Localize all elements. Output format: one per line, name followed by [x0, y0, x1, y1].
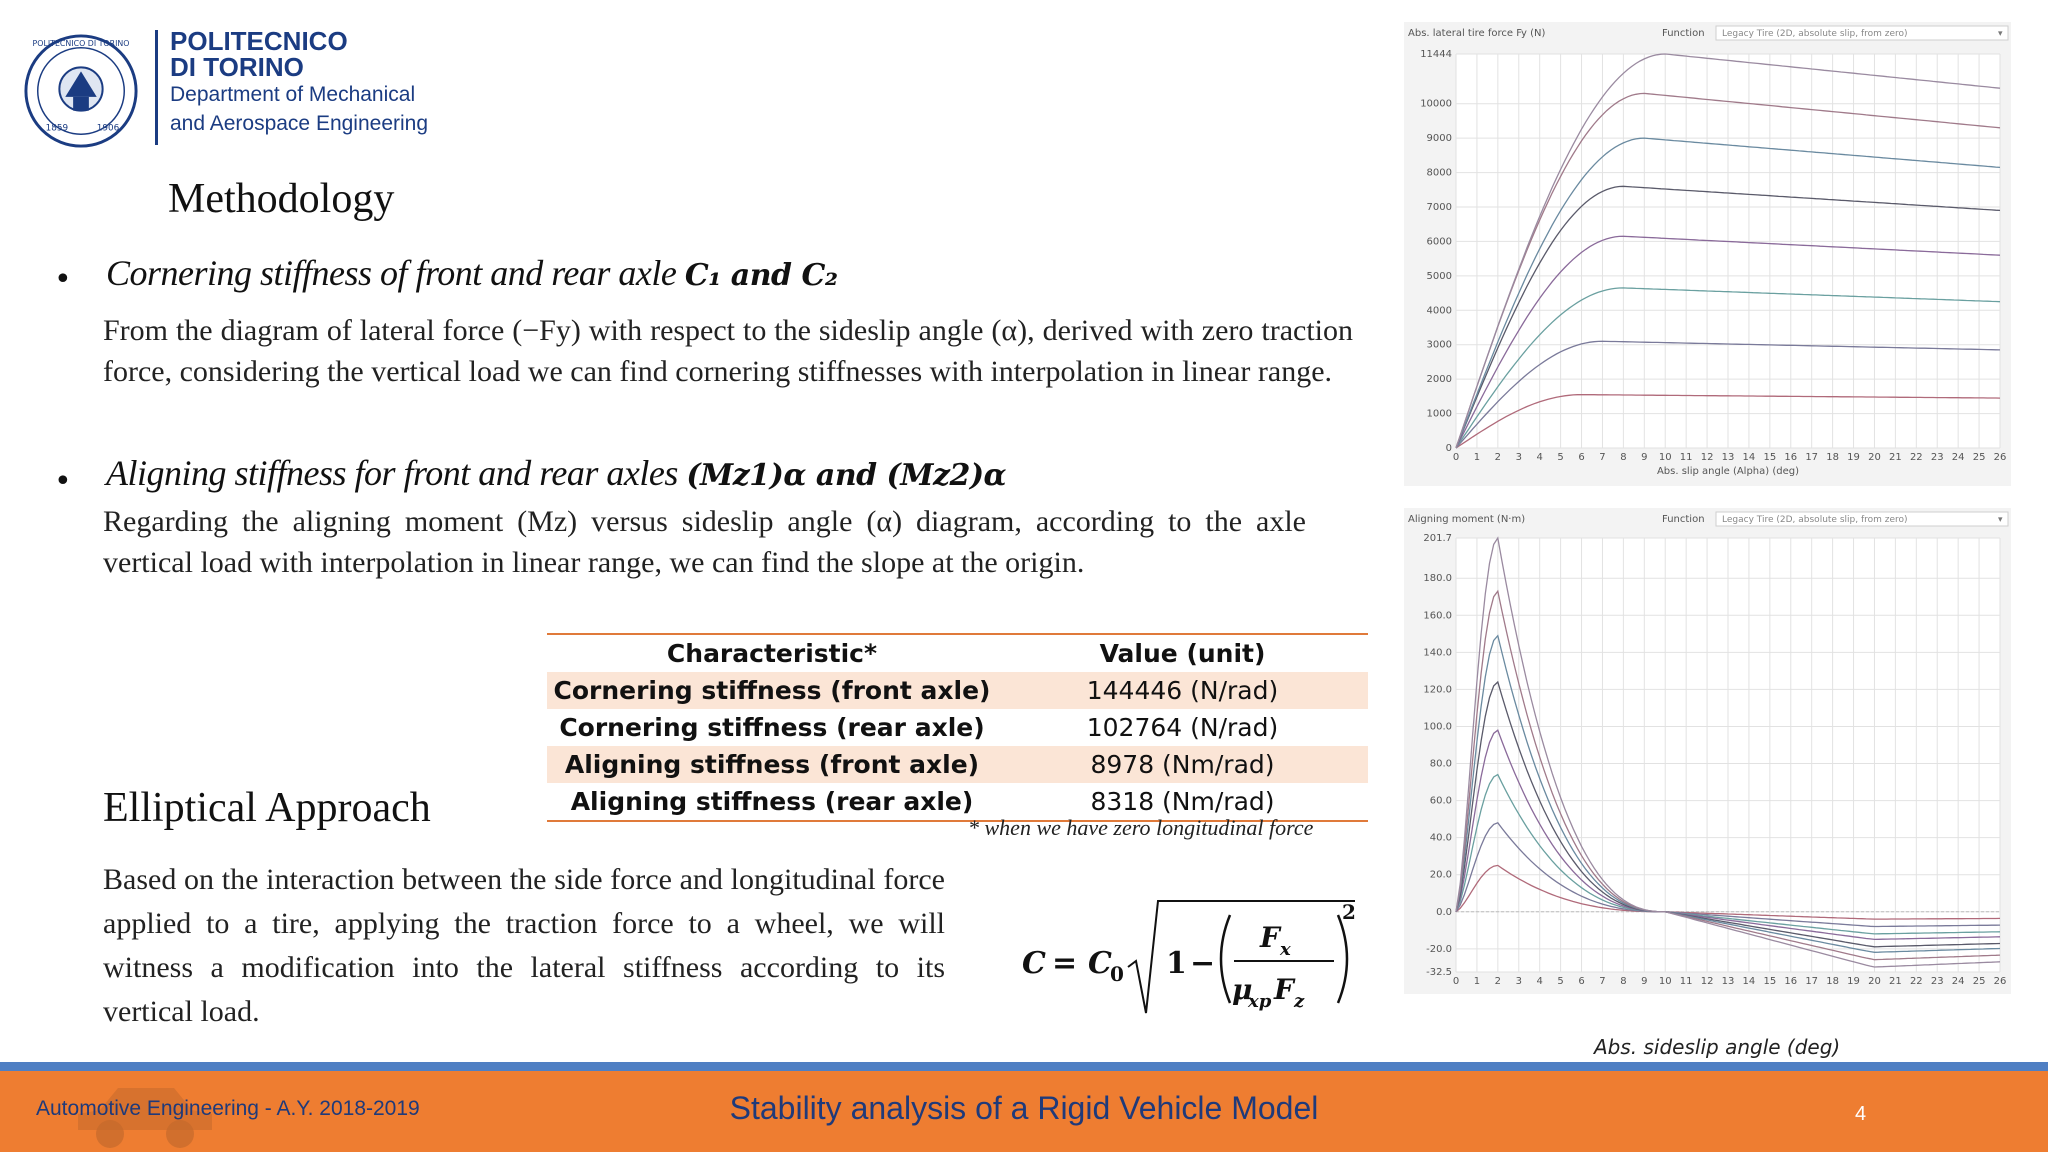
- table-header-value: Value (unit): [997, 634, 1368, 672]
- x-tick-label: 16: [1784, 976, 1798, 987]
- chart-function-value: Legacy Tire (2D, absolute slip, from zero): [1722, 29, 1908, 39]
- x-tick-label: 19: [1847, 976, 1860, 987]
- x-tick-label: 10: [1658, 976, 1672, 987]
- x-tick-label: 18: [1826, 452, 1839, 463]
- x-tick-label: 25: [1972, 976, 1986, 987]
- x-tick-label: 12: [1700, 452, 1714, 463]
- chart-function-label: Function: [1662, 514, 1705, 525]
- table-cell-characteristic: Aligning stiffness (front axle): [547, 746, 997, 783]
- aligning-moment-chart: [1404, 508, 2011, 994]
- chart-title: Abs. lateral tire force Fy (N): [1408, 28, 1546, 39]
- x-tick-label: 17: [1805, 452, 1819, 463]
- y-tick-label: 20.0: [1429, 869, 1452, 881]
- footer-presentation-title: Stability analysis of a Rigid Vehicle Model: [729, 1090, 1319, 1126]
- y-tick-label: 140.0: [1423, 647, 1452, 659]
- x-tick-label: 6: [1578, 452, 1585, 463]
- y-tick-label: 6000: [1426, 236, 1452, 248]
- x-tick-label: 5: [1557, 976, 1564, 987]
- university-name-line1: POLITECNICO: [170, 26, 348, 56]
- x-tick-label: 25: [1972, 452, 1986, 463]
- y-tick-label: 40.0: [1429, 832, 1452, 844]
- y-tick-label: 9000: [1426, 133, 1452, 145]
- svg-text:xp: xp: [1248, 991, 1272, 1012]
- y-tick-label: 160.0: [1423, 610, 1452, 622]
- y-tick-label: 8000: [1426, 167, 1452, 179]
- y-tick-label: 10000: [1420, 98, 1452, 110]
- x-tick-label: 23: [1930, 452, 1944, 463]
- table-cell-characteristic: Aligning stiffness (rear axle): [547, 783, 997, 821]
- section2-heading-text: Aligning stiffness for front and rear axles: [106, 453, 678, 493]
- chevron-down-icon: ▾: [1998, 515, 2003, 525]
- svg-text:1906: 1906: [96, 123, 120, 134]
- x-tick-label: 8: [1620, 976, 1627, 987]
- chevron-down-icon: ▾: [1998, 29, 2003, 39]
- y-tick-label: 80.0: [1429, 758, 1452, 770]
- table-header-characteristic: Characteristic*: [547, 634, 997, 672]
- section1-heading-text: Cornering stiffness of front and rear axle: [106, 253, 677, 293]
- x-tick-label: 12: [1700, 976, 1714, 987]
- section2-heading-math: (Mz1)α and (Mz2)α: [686, 458, 1007, 493]
- bullet-dot-2: •: [54, 464, 72, 499]
- x-tick-label: 0: [1452, 452, 1460, 463]
- y-tick-label: 0.0: [1436, 906, 1452, 918]
- section2-heading: [106, 452, 1006, 494]
- svg-text:=: =: [1052, 946, 1078, 981]
- y-tick-label: -20.0: [1426, 943, 1452, 955]
- table-cell-value: 102764 (N/rad): [1086, 713, 1279, 742]
- svg-text:F: F: [1260, 921, 1280, 954]
- section1-text: From the diagram of lateral force (−Fy) with respect to the sideslip angle (α), derived with zero traction force, considering the vertical load we can find cornering stiffnesses with interpolation in linear range.: [103, 314, 1353, 388]
- svg-text:x: x: [1280, 939, 1291, 960]
- logo-divider: [155, 30, 158, 145]
- lateral-force-chart: [1404, 22, 2011, 486]
- x-tick-label: 11: [1679, 452, 1693, 463]
- elliptical-text: Based on the interaction between the side force and longitudinal force applied to a tire, applying the traction force to a wheel, we will witness a modification into the lateral stiffness according to its vertical load.: [103, 863, 945, 1028]
- x-tick-label: 13: [1721, 976, 1735, 987]
- svg-text:−: −: [1190, 946, 1216, 981]
- bullet-dot-1: •: [54, 262, 72, 297]
- svg-text:1: 1: [1166, 946, 1187, 981]
- x-tick-label: 21: [1889, 976, 1902, 987]
- x-tick-label: 0: [1452, 976, 1460, 987]
- svg-text:C: C: [1088, 946, 1112, 981]
- table-cell-characteristic: Cornering stiffness (rear axle): [559, 713, 985, 742]
- x-tick-label: 11: [1679, 976, 1693, 987]
- department-name-line1: Department of Mechanical: [170, 83, 416, 106]
- elliptical-title: Elliptical Approach: [103, 785, 431, 831]
- x-tick-label: 10: [1658, 452, 1672, 463]
- y-tick-label: 3000: [1426, 339, 1452, 351]
- x-tick-label: 22: [1909, 452, 1923, 463]
- x-tick-label: 3: [1515, 976, 1522, 987]
- x-tick-label: 15: [1763, 976, 1777, 987]
- footer-accent-bar: [0, 1062, 2048, 1071]
- characteristics-table: [547, 633, 1368, 822]
- table-footnote: * when we have zero longitudinal force: [968, 815, 1314, 840]
- y-tick-label: 180.0: [1423, 573, 1452, 585]
- x-axis-label: Abs. slip angle (Alpha) (deg): [1656, 466, 1800, 477]
- y-tick-label: 4000: [1426, 305, 1452, 317]
- table-cell-value: 144446 (N/rad): [997, 672, 1368, 709]
- department-name-line2: and Aerospace Engineering: [170, 112, 429, 135]
- svg-text:POLITECNICO DI TORINO: POLITECNICO DI TORINO: [32, 38, 130, 48]
- x-tick-label: 6: [1578, 976, 1585, 987]
- svg-text:F: F: [1274, 973, 1294, 1006]
- x-tick-label: 4: [1536, 452, 1543, 463]
- x-tick-label: 4: [1536, 976, 1543, 987]
- y-tick-label: 5000: [1426, 270, 1452, 282]
- y-tick-label: 1000: [1426, 408, 1452, 420]
- x-tick-label: 1: [1473, 452, 1481, 463]
- x-tick-label: 9: [1641, 976, 1648, 987]
- page-number: 4: [1855, 1103, 1867, 1125]
- x-tick-label: 14: [1742, 976, 1756, 987]
- y-tick-label: 7000: [1426, 202, 1452, 214]
- x-tick-label: 7: [1599, 976, 1606, 987]
- svg-text:μ: μ: [1232, 973, 1253, 1006]
- x-tick-label: 14: [1742, 452, 1756, 463]
- table-header-row: [547, 634, 1368, 672]
- university-name-line2: DI TORINO: [170, 52, 304, 82]
- x-tick-label: 2: [1494, 452, 1502, 463]
- x-tick-label: 26: [1993, 976, 2007, 987]
- x-tick-label: 8: [1620, 452, 1627, 463]
- slide-title: Methodology: [168, 176, 395, 222]
- chart-title: Aligning moment (N·m): [1408, 514, 1526, 525]
- department-name: [170, 80, 470, 138]
- y-tick-label: 60.0: [1429, 795, 1452, 807]
- x-tick-label: 9: [1641, 452, 1648, 463]
- x-tick-label: 24: [1951, 976, 1965, 987]
- table-row: [547, 746, 1368, 783]
- elliptical-formula: [1020, 895, 1360, 1025]
- svg-text:1859: 1859: [45, 123, 69, 134]
- x-tick-label: 20: [1868, 976, 1881, 987]
- x-tick-label: 16: [1784, 452, 1798, 463]
- svg-text:0: 0: [1110, 962, 1124, 986]
- table-row: [547, 672, 1368, 709]
- x-tick-label: 7: [1599, 452, 1606, 463]
- y-tick-label: 0: [1445, 443, 1452, 454]
- footer-course: Automotive Engineering - A.Y. 2018-2019: [36, 1097, 420, 1120]
- table-cell-value: 8318 (Nm/rad): [997, 783, 1368, 821]
- chart-function-label: Function: [1662, 28, 1705, 39]
- section1-heading: [106, 252, 837, 294]
- section1-heading-math: C₁ and C₂: [684, 258, 838, 293]
- x-tick-label: 24: [1951, 452, 1965, 463]
- svg-text:C: C: [1022, 946, 1046, 981]
- x-tick-label: 1: [1473, 976, 1481, 987]
- x-tick-label: 19: [1847, 452, 1860, 463]
- x-tick-label: 17: [1805, 976, 1819, 987]
- x-tick-label: 18: [1826, 976, 1839, 987]
- x-tick-label: 22: [1909, 976, 1923, 987]
- university-seal-logo: [22, 32, 140, 150]
- x-tick-label: 15: [1763, 452, 1777, 463]
- table-cell-characteristic: Cornering stiffness (front axle): [547, 672, 997, 709]
- x-tick-label: 21: [1889, 452, 1902, 463]
- y-tick-label: 2000: [1426, 374, 1452, 386]
- y-tick-label: -32.5: [1426, 967, 1452, 978]
- x-tick-label: 26: [1993, 452, 2007, 463]
- svg-text:z: z: [1294, 991, 1305, 1012]
- y-tick-label: 100.0: [1423, 721, 1452, 733]
- chart-function-value: Legacy Tire (2D, absolute slip, from zero): [1722, 515, 1908, 525]
- y-tick-label: 11444: [1420, 49, 1452, 60]
- x-tick-label: 20: [1868, 452, 1881, 463]
- section2-text: Regarding the aligning moment (Mz) versus sideslip angle (α) diagram, according to the axle vertical load with interpolation in linear range, we can find the slope at the origin.: [103, 505, 1306, 579]
- x-tick-label: 23: [1930, 976, 1944, 987]
- table-row: [547, 709, 1368, 746]
- university-name: [170, 28, 430, 80]
- svg-text:2: 2: [1342, 900, 1356, 924]
- table-cell-value: 8978 (Nm/rad): [997, 746, 1368, 783]
- x-tick-label: 2: [1494, 976, 1502, 987]
- y-tick-label: 201.7: [1423, 533, 1452, 544]
- y-tick-label: 120.0: [1423, 684, 1452, 696]
- x-tick-label: 5: [1557, 452, 1564, 463]
- sideslip-axis-caption: Abs. sideslip angle (deg): [1594, 1035, 1841, 1059]
- x-tick-label: 3: [1515, 452, 1522, 463]
- x-tick-label: 13: [1721, 452, 1735, 463]
